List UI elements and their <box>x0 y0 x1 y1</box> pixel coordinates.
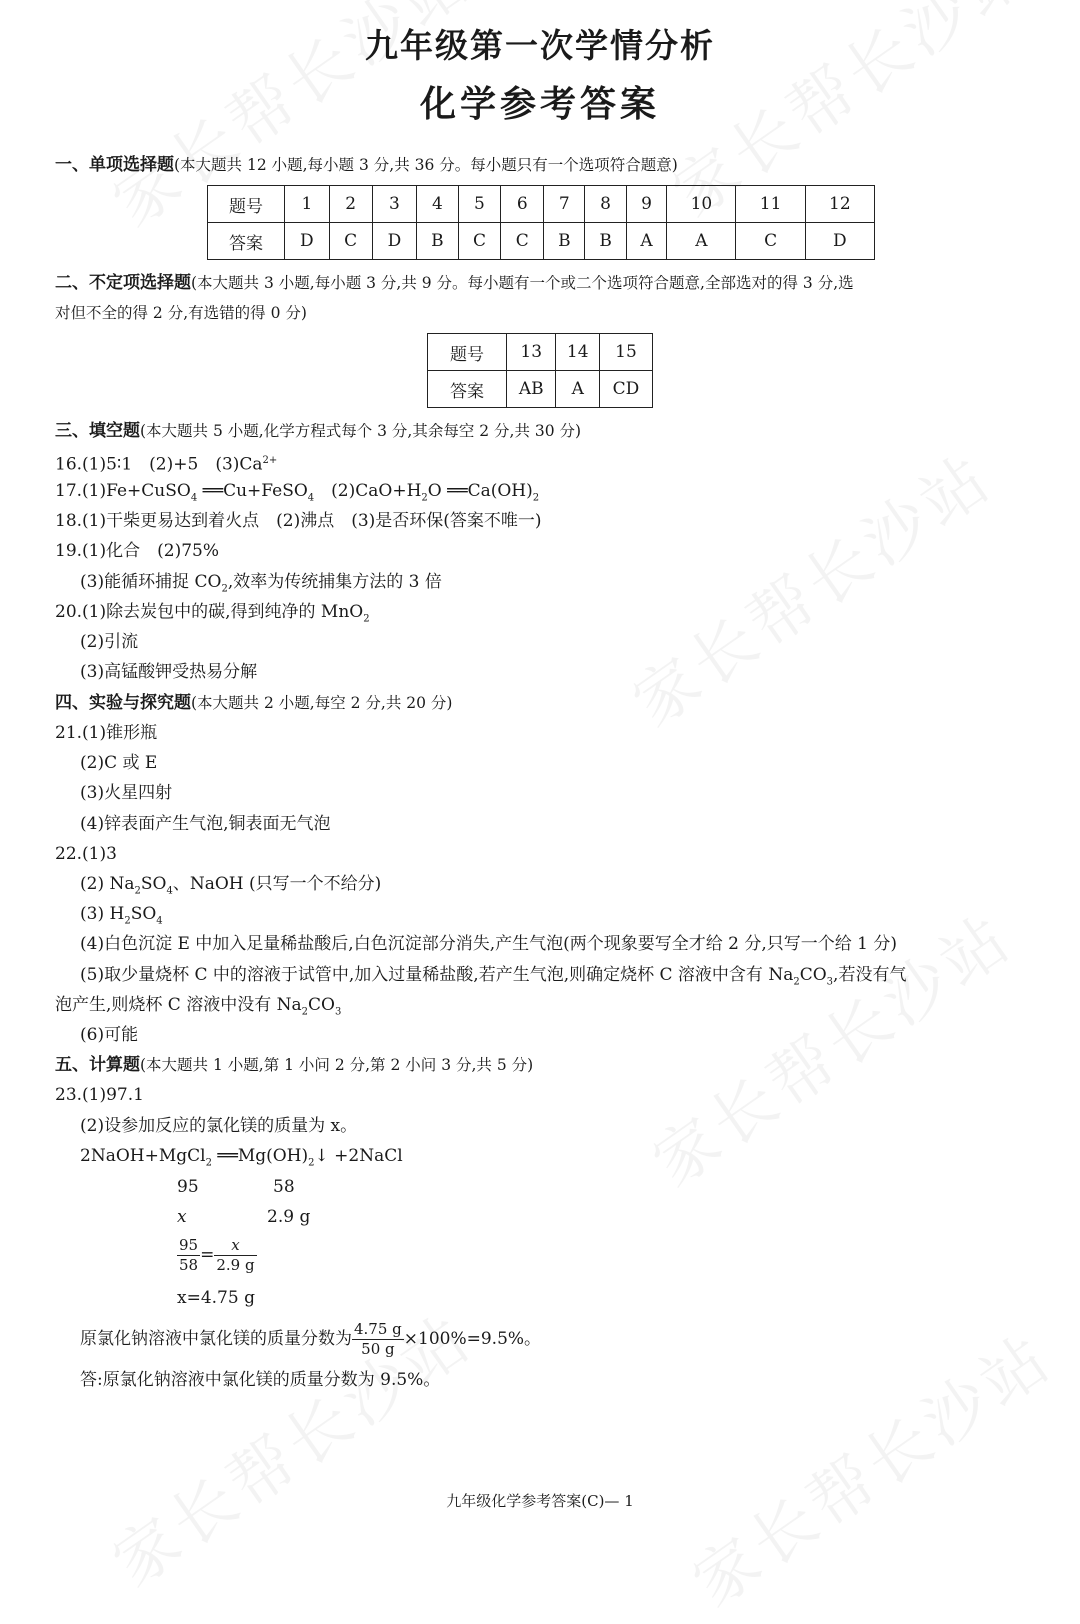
subscript: 2 <box>124 915 131 927</box>
answer-text: ,若没有气 <box>833 965 907 985</box>
table-cell: D <box>805 223 874 260</box>
table-cell: 1 <box>285 186 330 223</box>
numerator: x <box>214 1236 256 1256</box>
answer-text: (2) Na <box>80 874 135 894</box>
answer-text: (5)取少量烧杯 C 中的溶液于试管中,加入过量稀盐酸,若产生气泡,则确定烧杯 C 溶液中含有 Na <box>80 965 794 985</box>
numerator: 4.75 g <box>354 1320 402 1338</box>
row-label: 题号 <box>208 186 285 223</box>
table-cell: 12 <box>805 186 874 223</box>
fraction <box>177 1236 200 1275</box>
section2-header <box>55 272 854 294</box>
table-cell: B <box>417 223 458 260</box>
answer-19-1: 19.(1)化合 (2)75% <box>55 541 219 561</box>
answer-17 <box>55 480 539 509</box>
table-cell: 6 <box>501 186 544 223</box>
answer-table-2 <box>427 333 653 408</box>
table-cell: A <box>667 223 736 260</box>
answer-text: (3) H <box>80 904 125 924</box>
denominator: 2.9 g <box>216 1256 255 1274</box>
row-label: 题号 <box>428 334 507 371</box>
table-cell: 3 <box>372 186 417 223</box>
section1-heading: 一、单项选择题 <box>55 155 174 175</box>
answer-19-3 <box>80 571 442 600</box>
table-cell: 14 <box>556 334 599 371</box>
answer-text: 17.(1)Fe+CuSO <box>55 481 191 501</box>
table-cell: 10 <box>667 186 736 223</box>
table-cell: 2 <box>329 186 372 223</box>
answer-text: ×100%=9.5%。 <box>403 1329 542 1349</box>
ratio-value: 58 <box>273 1177 295 1197</box>
answer-text: SO <box>140 874 167 894</box>
section5-header <box>55 1054 533 1076</box>
answer-text: 16.(1)5∶1 (2)+5 (3)Ca <box>55 454 263 475</box>
table-row-answers <box>208 223 875 260</box>
subscript: 3 <box>826 976 834 988</box>
table-cell: 5 <box>458 186 501 223</box>
table-cell: 9 <box>626 186 667 223</box>
table-cell: 11 <box>736 186 805 223</box>
page-footer: 九年级化学参考答案(C)— 1 <box>446 1492 634 1510</box>
table-cell: A <box>626 223 667 260</box>
answer-text: (2)CaO+H <box>314 481 422 501</box>
subscript: 2 <box>301 1006 309 1018</box>
answer-text: 、NaOH (只写一个不给分) <box>172 874 382 894</box>
row-label: 答案 <box>208 223 285 260</box>
fraction <box>352 1320 404 1359</box>
answer-22-4: (4)白色沉淀 E 中加入足量稀盐酸后,白色沉淀部分消失,产生气泡(两个现象要写全才给 2 分,只写一个给 1 分) <box>80 934 898 954</box>
section3-note: (本大题共 5 小题,化学方程式每个 3 分,其余每空 2 分,共 30 分) <box>140 422 582 440</box>
table-cell: C <box>329 223 372 260</box>
section5-note: (本大题共 1 小题,第 1 小问 2 分,第 2 小问 3 分,共 5 分) <box>140 1056 534 1074</box>
answer-20-2: (2)引流 <box>80 632 139 652</box>
table-cell: 8 <box>585 186 626 223</box>
answer-21-1: 21.(1)锥形瓶 <box>55 723 158 743</box>
table-cell: C <box>501 223 544 260</box>
answer-table-1 <box>207 185 875 260</box>
subscript: 2 <box>793 976 800 988</box>
section2-heading: 二、不定项选择题 <box>55 273 191 293</box>
section1-note: (本大题共 12 小题,每小题 3 分,共 36 分。每小题只有一个选项符合题意) <box>174 156 678 174</box>
row-label: 答案 <box>428 371 507 408</box>
ratio-value: 95 <box>177 1177 199 1197</box>
fraction <box>214 1236 256 1275</box>
section2-note-cont: 对但不全的得 2 分,有选错的得 0 分) <box>55 304 307 322</box>
answer-22-2 <box>80 873 381 902</box>
answer-text: 20.(1)除去炭包中的碳,得到纯净的 MnO <box>55 602 364 622</box>
answer-16 <box>55 450 277 476</box>
answer-text: (3)能循环捕捉 CO <box>80 572 222 592</box>
final-answer: 答:原氯化钠溶液中氯化镁的质量分数为 9.5%。 <box>80 1370 441 1390</box>
section1-header <box>55 154 678 176</box>
table-cell: B <box>544 223 585 260</box>
proportion <box>177 1236 257 1275</box>
equation-text: ══Mg(OH) <box>211 1146 309 1166</box>
table-cell: CD <box>599 371 652 408</box>
ratio-value: 2.9 g <box>267 1207 311 1227</box>
table-cell: 15 <box>599 334 652 371</box>
subscript: 2 <box>134 885 141 897</box>
subscript: 2 <box>205 1157 212 1169</box>
table-cell: B <box>585 223 626 260</box>
answer-22-6: (6)可能 <box>80 1025 139 1045</box>
subscript: 2 <box>363 613 370 625</box>
answer-text: ══Cu+FeSO <box>197 481 308 501</box>
table-row-numbers <box>208 186 875 223</box>
subscript: 4 <box>307 492 315 504</box>
answer-21-2: (2)C 或 E <box>80 753 158 773</box>
watermark <box>612 428 1009 744</box>
section5-heading: 五、计算题 <box>55 1055 140 1075</box>
subscript: 2 <box>532 492 540 504</box>
table-row-answers <box>428 371 653 408</box>
section4-heading: 四、实验与探究题 <box>55 693 191 713</box>
table-cell: 4 <box>417 186 458 223</box>
result: x=4.75 g <box>177 1288 255 1308</box>
answer-22-3 <box>80 903 163 932</box>
answer-18: 18.(1)干柴更易达到着火点 (2)沸点 (3)是否环保(答案不唯一) <box>55 511 542 531</box>
answer-21-4: (4)锌表面产生气泡,铜表面无气泡 <box>80 814 331 834</box>
section3-header <box>55 420 581 442</box>
table-cell: D <box>372 223 417 260</box>
answer-text: CO <box>308 995 335 1015</box>
answer-20-3: (3)高锰酸钾受热易分解 <box>80 662 258 682</box>
subscript: 3 <box>334 1006 342 1018</box>
watermark <box>672 1308 1069 1624</box>
equation-text: ↓ +2NaCl <box>314 1146 403 1166</box>
numerator: 95 <box>179 1236 199 1254</box>
page-subtitle: 化学参考答案 <box>419 84 660 125</box>
table-cell: C <box>736 223 805 260</box>
denominator: 58 <box>179 1256 199 1274</box>
answer-text: 泡产生,则烧杯 C 溶液中没有 Na <box>55 995 302 1015</box>
table-cell: D <box>285 223 330 260</box>
answer-text: O ══Ca(OH) <box>427 481 533 501</box>
subscript: 2 <box>421 492 428 504</box>
table-cell: 13 <box>507 334 556 371</box>
answer-20-1 <box>55 601 370 630</box>
answer-text: SO <box>130 904 157 924</box>
answer-21-3: (3)火星四射 <box>80 783 173 803</box>
table-cell: 7 <box>544 186 585 223</box>
table-cell: A <box>556 371 599 408</box>
answer-23-1: 23.(1)97.1 <box>55 1085 144 1105</box>
table-cell: AB <box>507 371 556 408</box>
subscript: 4 <box>166 885 173 897</box>
fraction-line <box>80 1320 541 1359</box>
answer-22-1: 22.(1)3 <box>55 844 117 864</box>
subscript: 2 <box>221 583 228 595</box>
answer-text: CO <box>799 965 827 985</box>
answer-text: 原氯化钠溶液中氯化镁的质量分数为 <box>80 1329 352 1349</box>
equation-text: 2NaOH+MgCl <box>80 1146 206 1166</box>
subscript: 4 <box>190 492 198 504</box>
chemical-equation <box>80 1145 403 1174</box>
page-title: 九年级第一次学情分析 <box>365 26 715 65</box>
section4-note: (本大题共 2 小题,每空 2 分,共 20 分) <box>191 694 453 712</box>
answer-text: ,效率为传统捕集方法的 3 倍 <box>227 572 442 592</box>
subscript: 4 <box>156 915 163 927</box>
section4-header <box>55 692 452 714</box>
table-row-numbers <box>428 334 653 371</box>
table-cell: C <box>458 223 501 260</box>
answer-23-2: (2)设参加反应的氯化镁的质量为 x。 <box>80 1116 358 1136</box>
denominator: 50 g <box>361 1340 395 1358</box>
section3-heading: 三、填空题 <box>55 421 140 441</box>
superscript: 2+ <box>262 455 278 466</box>
equals-sign: = <box>200 1245 215 1265</box>
answer-22-5 <box>80 964 906 993</box>
answer-22-5-cont <box>55 994 341 1023</box>
ratio-value: x <box>177 1207 187 1227</box>
section2-note: (本大题共 3 小题,每小题 3 分,共 9 分。每小题有一个或二个选项符合题意,全部选对的得 3 分,选 <box>191 274 854 292</box>
subscript: 2 <box>308 1157 315 1169</box>
